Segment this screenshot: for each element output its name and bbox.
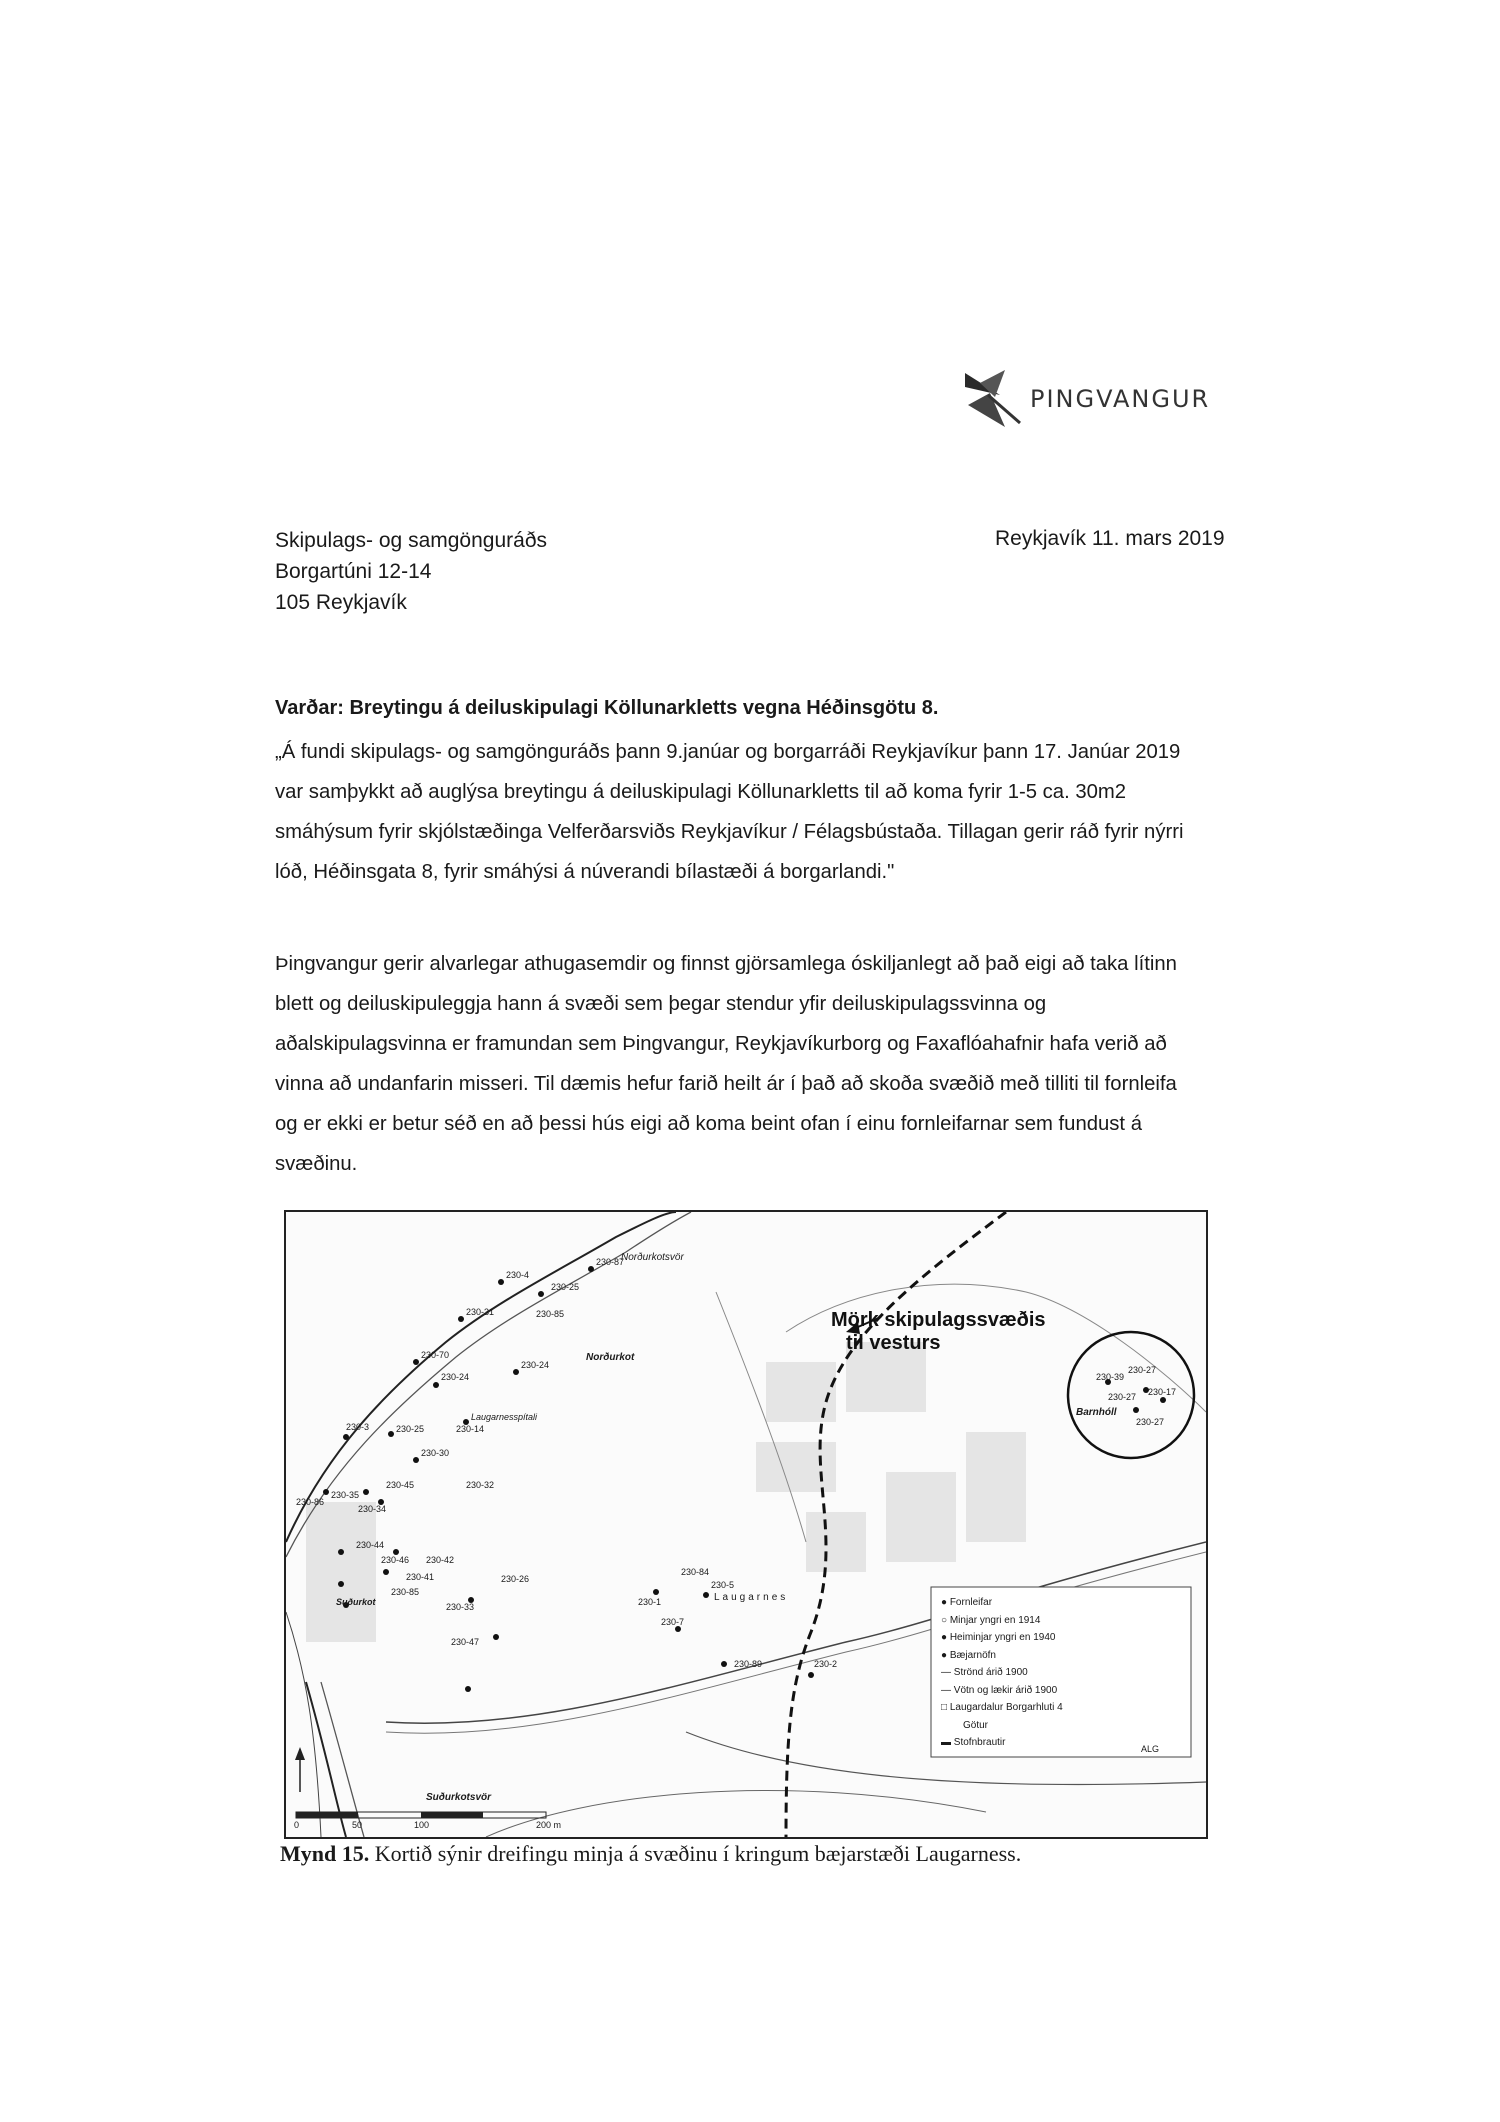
site-label: 230-1 <box>638 1597 662 1607</box>
text-line: aðalskipulagsvinna er framundan sem Þingvangur, Reykjavíkurborg og Faxaflóahafnir hafa verið að <box>275 1033 1167 1055</box>
site-label: 230-2 <box>814 1659 838 1669</box>
filled-dot-icon: ● <box>941 1649 950 1661</box>
figure-caption <box>280 1841 1021 1867</box>
site-label: 230-27 <box>1136 1417 1165 1427</box>
site-label: 230-86 <box>296 1497 325 1507</box>
site-label: 230-35 <box>331 1490 360 1500</box>
site-label: 230-3 <box>346 1422 370 1432</box>
company-logo <box>960 365 1220 435</box>
filled-dot-icon: ● <box>941 1597 950 1608</box>
site-label: 230-4 <box>506 1270 530 1280</box>
site-label: 230-27 <box>1108 1392 1137 1402</box>
site-label: 230-85 <box>391 1587 420 1597</box>
site-label: 230-45 <box>386 1480 415 1490</box>
site-label: 230-27 <box>1128 1365 1157 1375</box>
site-label: 230-14 <box>456 1424 485 1434</box>
caption-text: Kortið sýnir dreifingu minja á svæðinu í kringum bæjarstæði Laugarness. <box>374 1841 1022 1866</box>
filled-dot-icon: ● <box>941 1632 950 1643</box>
legend-item: — Vötn og lækir árið 1900 <box>941 1684 1058 1696</box>
box-icon: □ <box>941 1702 950 1713</box>
site-label: 230-5 <box>711 1580 735 1590</box>
legend-item: ● Heiminjar yngri en 1940 <box>941 1632 1056 1643</box>
site-label: 230-17 <box>1148 1387 1177 1397</box>
site-label: 230-32 <box>466 1480 495 1490</box>
legend-item: ▬ Stofnbrautir <box>941 1737 1006 1748</box>
text-line: vinna að undanfarin misseri. Til dæmis hefur farið heilt ár í það að skoða svæðið með tilliti til fornleifa <box>275 1073 1177 1095</box>
place-name: Suðurkotsvör <box>426 1792 492 1803</box>
objection-paragraph <box>275 944 1235 1184</box>
site-label: 230-31 <box>466 1307 495 1317</box>
recipient-line: 105 Reykjavík <box>275 591 407 614</box>
legend-item: ● Fornleifar <box>941 1597 993 1608</box>
text-line: „Á fundi skipulags- og samgönguráðs þann 9.janúar og borgarráði Reykjavíkur þann 17. Janúar 2019 <box>275 741 1181 763</box>
site-label: 230-7 <box>661 1617 685 1627</box>
boundary-label: Mörk skipulagssvæðis <box>831 1309 1046 1331</box>
text-line: og er ekki er betur séð en að þessi hús eigi að koma beint ofan í einu fornleifarnar sem fundust á <box>275 1113 1142 1135</box>
site-label: 230-26 <box>501 1574 530 1584</box>
text-line: Þingvangur gerir alvarlegar athugasemdir og finnst gjörsamlega óskiljanlegt að það eigi að taka lítinn <box>275 953 1177 975</box>
site-label: 230-41 <box>406 1572 435 1582</box>
place-name: Suðurkot <box>336 1597 376 1607</box>
map-legend <box>941 1594 1063 1752</box>
site-label: 230-25 <box>396 1424 425 1434</box>
map-drawing <box>286 1212 1206 1837</box>
site-label: 230-89 <box>734 1659 763 1669</box>
text-line: var samþykkt að auglýsa breytingu á deiluskipulagi Köllunarkletts til að koma fyrir 1-5 ca. 30m2 <box>275 781 1127 803</box>
open-dot-icon: ○ <box>941 1614 950 1626</box>
site-label: 230-33 <box>446 1602 475 1612</box>
site-label: 230-85 <box>536 1309 565 1319</box>
pingvangur-logo-icon <box>960 365 1030 435</box>
legend-item: — Strönd árið 1900 <box>941 1667 1028 1678</box>
recipient-line: Borgartúni 12-14 <box>275 560 432 583</box>
legend-item: Götur <box>963 1719 989 1731</box>
site-label: 230-70 <box>421 1350 450 1360</box>
place-name: Norðurkotsvör <box>621 1252 684 1263</box>
line-icon: — <box>941 1667 954 1678</box>
site-label: 230-39 <box>1096 1372 1125 1382</box>
caption-label: Mynd 15. <box>280 1841 370 1866</box>
recipient-address <box>275 525 547 618</box>
place-name: Laugarnes <box>714 1592 789 1603</box>
text-line: lóð, Héðinsgata 8, fyrir smáhýsi á núverandi bílastæði á borgarlandi." <box>275 861 895 883</box>
archaeology-map <box>284 1210 1208 1839</box>
site-label: 230-24 <box>521 1360 550 1370</box>
north-arrow-icon <box>295 1747 305 1792</box>
logo-name: PINGVANGUR <box>1030 385 1211 413</box>
text-line: smáhýsum fyrir skjólstæðinga Velferðarsviðs Reykjavíkur / Félagsbústaða. Tillagan gerir ráð fyrir nýrri <box>275 821 1184 843</box>
recipient-line: Skipulags- og samgönguráðs <box>275 529 547 552</box>
place-name: Laugarnesspítali <box>471 1412 538 1422</box>
boundary-label: til vesturs <box>846 1332 941 1354</box>
letter-date: Reykjavík 11. mars 2019 <box>995 527 1225 550</box>
legend-item: ○ Minjar yngri en 1914 <box>941 1614 1041 1626</box>
quoted-paragraph <box>275 732 1235 892</box>
site-label: 230-44 <box>356 1540 385 1550</box>
text-line: blett og deiluskipuleggja hann á svæði sem þegar stendur yfir deiluskipulagssvinna og <box>275 993 1047 1015</box>
scale-label: 200 m <box>536 1820 562 1830</box>
text-line: svæðinu. <box>275 1153 358 1175</box>
scale-label: 50 <box>352 1820 363 1830</box>
thick-line-icon: ▬ <box>941 1737 954 1748</box>
line-icon: — <box>941 1684 954 1696</box>
scale-label: 100 <box>414 1820 430 1830</box>
site-label: 230-46 <box>381 1555 410 1565</box>
site-label: 230-84 <box>681 1567 710 1577</box>
site-label: 230-24 <box>441 1372 470 1382</box>
site-label: 230-42 <box>426 1555 455 1565</box>
map-credit: ALG <box>1141 1744 1160 1754</box>
place-name: Norðurkot <box>586 1352 635 1363</box>
site-label: 230-87 <box>596 1257 625 1267</box>
site-label: 230-47 <box>451 1637 480 1647</box>
legend-item: ● Bæjarnöfn <box>941 1649 996 1661</box>
letter-subject: Varðar: Breytingu á deiluskipulagi Köllunarkletts vegna Héðinsgötu 8. <box>275 697 939 719</box>
scale-label: 0 <box>294 1820 300 1830</box>
place-name: Barnhóll <box>1076 1407 1117 1418</box>
site-label: 230-34 <box>358 1504 387 1514</box>
site-label: 230-25 <box>551 1282 580 1292</box>
legend-item: □ Laugardalur Borgarhluti 4 <box>941 1702 1063 1713</box>
site-label: 230-30 <box>421 1448 450 1458</box>
